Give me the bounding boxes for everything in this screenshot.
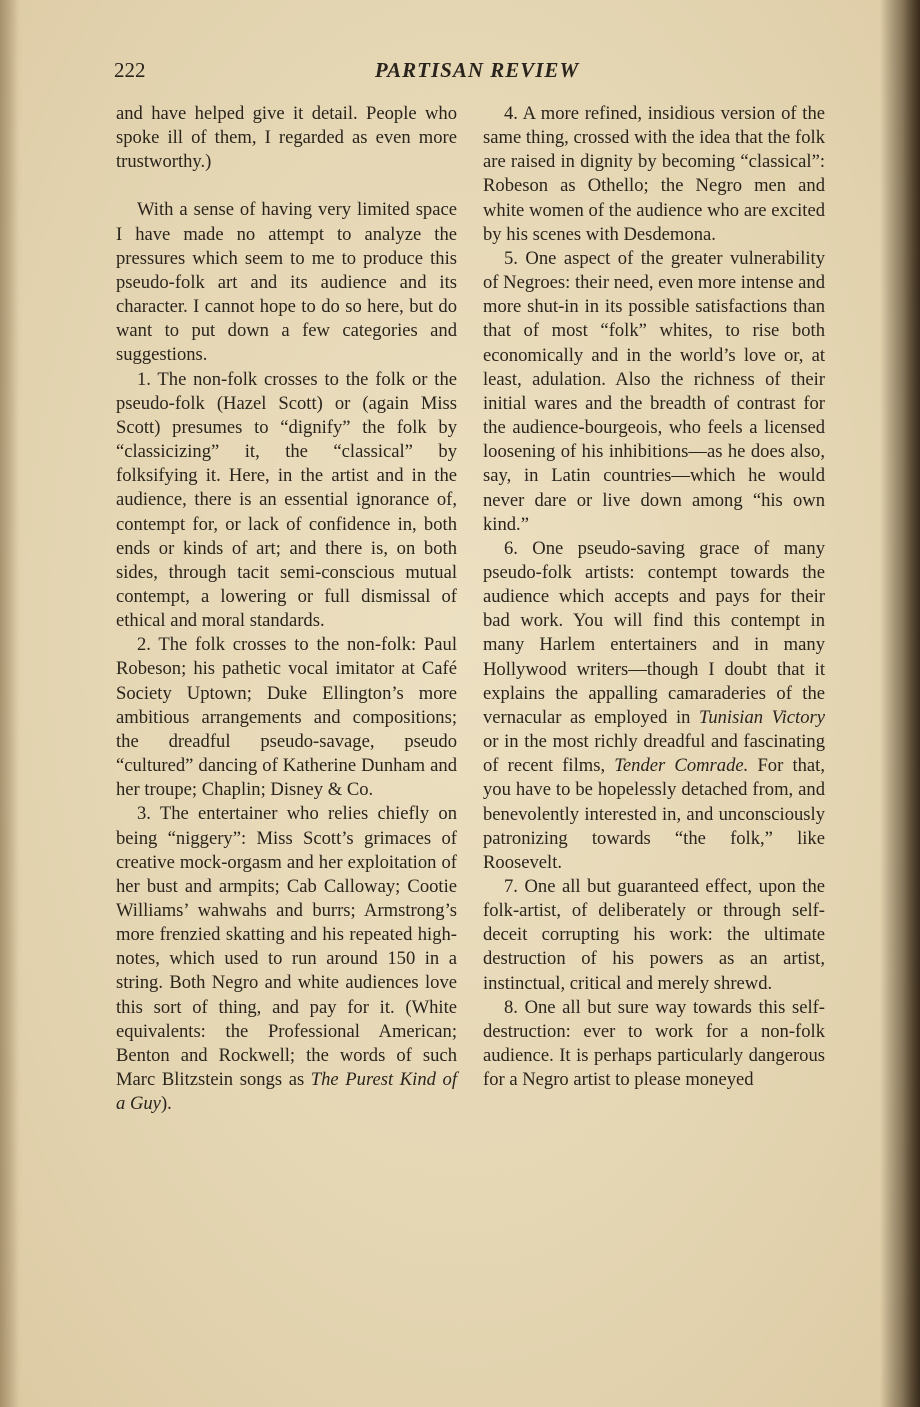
item-6-text-b: or in the most richly dreadful and fascinating of recent films, (483, 731, 825, 777)
paragraph-item-4: 4. A more refined, insidious version of the same thing, crossed with the idea that the folk are raised in dignity by becoming “classical”: Robeson as Othello; the Negro men and white women of the audience who are excited by his scenes with Desdemona. (483, 103, 825, 245)
left-column (116, 102, 457, 1116)
film-title-tunisian-victory: Tunisian Victory (699, 706, 825, 728)
item-3-end: ). (160, 1093, 172, 1115)
page-binding-shadow (880, 0, 920, 1407)
film-title-tender-comrade: Tender Comrade. (614, 755, 749, 777)
section-gap (116, 174, 457, 198)
paragraph-item-8: 8. One all but sure way towards this self-destruction: ever to work for a non-folk audience. It is perhaps particularly dangerous for a Negro artist to please moneyed (483, 996, 825, 1091)
page-left-shadow (0, 0, 18, 1407)
song-title: The Purest Kind of a Guy (116, 1069, 457, 1115)
paragraph-item-2: 2. The folk crosses to the non-folk: Paul Robeson; his pathetic vocal imitator at Café Society Uptown; Duke Ellington’s more ambitious arrangements and compositions; the dreadful pseudo-savage, pseudo “cultured” dancing of Katherine Dunham and her troupe; Chaplin; Disney & Co. (116, 634, 457, 801)
paragraph-item-1: 1. The non-folk crosses to the folk or the pseudo-folk (Hazel Scott) or (again Miss Scott) presumes to “dignify” the folk by “classicizing” it, the “classical” by folksifying it. Here, in the artist and in the audience, there is an essential ignorance of, contempt for, or lack of confidence in, both ends or kinds of art; and there is, on both sides, through tacit semi-conscious mutual contempt, a lowering or full dismissal of ethical and moral standards. (116, 368, 457, 632)
paragraph-continued: and have helped give it detail. People who spoke ill of them, I regarded as even more trustworthy.) (116, 103, 457, 173)
paragraph-item-7: 7. One all but guaranteed effect, upon the folk-artist, of deliberately or through self-deceit corrupting his work: the ultimate destruction of his powers as an artist, instinctual, critical and merely shrewd. (483, 876, 825, 994)
paragraph-intro: With a sense of having very limited space I have made no attempt to analyze the pressures which seem to me to produce this pseudo-folk art and its audience and its character. I cannot hope to do so here, but do want to put down a few categories and suggestions. (116, 199, 457, 366)
journal-title: PARTISAN REVIEW (374, 58, 580, 82)
right-column (483, 102, 825, 1092)
item-3-text: 3. The entertainer who relies chiefly on being “niggery”: Miss Scott’s grimaces of creative mock-orgasm and her exploitation of her bust and armpits; Cab Calloway; Cootie Williams’ wahwahs and burrs; Armstrong’s more frenzied skatting and his repeated high-notes, which used to run around 150 in a string. Both Negro and white audiences love this sort of thing, and pay for it. (White equivalents: the Professional American; Benton and Rockwell; the words of such Marc Blitzstein songs as (116, 803, 457, 1091)
running-head (114, 58, 830, 90)
paragraph-item-5: 5. One aspect of the greater vulnerability of Negroes: their need, even more intense and more shut-in in its possible satisfactions than that of most “folk” whites, to rise both economically and in the world’s love or, at least, adulation. Also the richness of their initial wares and the breadth of contrast for the audience-bourgeois, who feels a licensed loosening of his inhibitions—as he does also, say, in Latin countries—which he would never dare or live down among “his own kind.” (483, 247, 825, 535)
paragraph-item-3 (116, 802, 457, 1116)
item-6-text-a: 6. One pseudo-saving grace of many pseudo-folk artists: contempt towards the audience which accepts and pays for their bad work. You will find this contempt in many Harlem entertainers and in many Hollywood writers—though I doubt that it explains the appalling camaraderies of the vernacular as employed in (483, 537, 825, 728)
paragraph-item-6 (483, 537, 825, 875)
page-number: 222 (114, 58, 146, 82)
item-6-text-c: For that, you have to be hopelessly detached from, and benevolently interested in, and unconsciously patronizing towards “the folk,” like Roosevelt. (483, 755, 825, 873)
